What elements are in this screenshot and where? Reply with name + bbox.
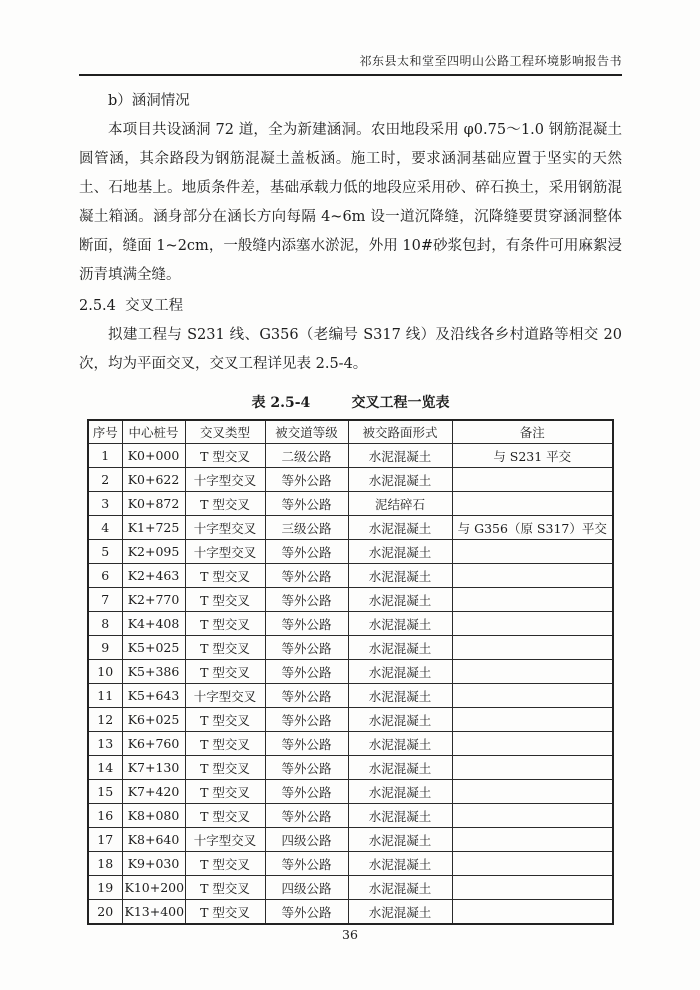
table-cell: 水泥混凝土 [348, 636, 452, 660]
table-cell [452, 804, 613, 828]
table-caption [79, 392, 622, 412]
table-header-row [88, 420, 613, 444]
table-cell: 水泥混凝土 [348, 852, 452, 876]
table-cell: 水泥混凝土 [348, 708, 452, 732]
table-cell: 水泥混凝土 [348, 828, 452, 852]
table-cell: 12 [88, 708, 122, 732]
table-cell: T 型交叉 [185, 876, 265, 900]
table-row [88, 780, 613, 804]
table-cell: 6 [88, 564, 122, 588]
table-caption-label: 表 2.5-4 [251, 395, 311, 411]
table-cell: 等外公路 [265, 564, 348, 588]
table-cell: 泥结碎石 [348, 492, 452, 516]
table-cell: 十字型交叉 [185, 828, 265, 852]
table-cell: 16 [88, 804, 122, 828]
table-cell: 9 [88, 636, 122, 660]
table-row [88, 636, 613, 660]
table-cell: 十字型交叉 [185, 516, 265, 540]
table-row [88, 492, 613, 516]
table-cell: K9+030 [122, 852, 185, 876]
table-cell: 等外公路 [265, 852, 348, 876]
page-content [79, 87, 622, 925]
table-cell: 四级公路 [265, 876, 348, 900]
paragraph-intersections: 拟建工程与 S231 线、G356（老编号 S317 线）及沿线各乡村道路等相交 20 次，均为平面交叉，交叉工程详见表 2.5-4。 [79, 327, 622, 372]
table-cell: 二级公路 [265, 444, 348, 468]
table-row [88, 564, 613, 588]
table-cell: K4+408 [122, 612, 185, 636]
table-cell [452, 852, 613, 876]
table-cell: 水泥混凝土 [348, 780, 452, 804]
table-cell [452, 636, 613, 660]
table-cell: 三级公路 [265, 516, 348, 540]
page-header [79, 52, 622, 76]
table-cell: 水泥混凝土 [348, 588, 452, 612]
table-cell: T 型交叉 [185, 756, 265, 780]
table-row [88, 468, 613, 492]
table-cell: 等外公路 [265, 732, 348, 756]
table-cell [452, 756, 613, 780]
table-row [88, 804, 613, 828]
section-heading-2-5-4: 2.5.4 交叉工程 [79, 298, 184, 314]
table-cell [452, 708, 613, 732]
table-cell: 水泥混凝土 [348, 468, 452, 492]
table-cell: 等外公路 [265, 756, 348, 780]
table-header-cell: 被交路面形式 [348, 420, 452, 444]
table-cell: K1+725 [122, 516, 185, 540]
table-cell [452, 468, 613, 492]
table-cell: 水泥混凝土 [348, 900, 452, 925]
table-cell: 水泥混凝土 [348, 660, 452, 684]
table-cell [452, 780, 613, 804]
table-cell: 十字型交叉 [185, 540, 265, 564]
table-row [88, 756, 613, 780]
table-cell: T 型交叉 [185, 900, 265, 925]
table-cell: K8+080 [122, 804, 185, 828]
table-cell: 等外公路 [265, 636, 348, 660]
table-header-cell: 中心桩号 [122, 420, 185, 444]
table-header-cell: 交叉类型 [185, 420, 265, 444]
table-cell: 等外公路 [265, 492, 348, 516]
table-cell: K10+200 [122, 876, 185, 900]
subheading-culvert: b）涵洞情况 [108, 93, 190, 109]
table-cell: T 型交叉 [185, 660, 265, 684]
table-row [88, 708, 613, 732]
table-cell [452, 588, 613, 612]
table-cell: 18 [88, 852, 122, 876]
table-row [88, 732, 613, 756]
table-cell: K7+130 [122, 756, 185, 780]
table-cell: K13+400 [122, 900, 185, 925]
table-row [88, 684, 613, 708]
table-row [88, 540, 613, 564]
table-cell: 4 [88, 516, 122, 540]
table-cell: 水泥混凝土 [348, 756, 452, 780]
table-cell: 等外公路 [265, 708, 348, 732]
table-cell: K6+760 [122, 732, 185, 756]
page-number: 36 [342, 927, 358, 942]
table-cell: K5+025 [122, 636, 185, 660]
table-row [88, 444, 613, 468]
table-header-cell: 序号 [88, 420, 122, 444]
table-cell: K2+095 [122, 540, 185, 564]
table-header-cell: 被交道等级 [265, 420, 348, 444]
table-cell: 11 [88, 684, 122, 708]
table-cell: 水泥混凝土 [348, 516, 452, 540]
table-cell: 等外公路 [265, 684, 348, 708]
table-cell: 水泥混凝土 [348, 876, 452, 900]
table-cell: 与 S231 平交 [452, 444, 613, 468]
table-cell: 等外公路 [265, 804, 348, 828]
table-cell: 水泥混凝土 [348, 804, 452, 828]
table-cell: 十字型交叉 [185, 684, 265, 708]
table-row [88, 900, 613, 925]
table-cell [452, 828, 613, 852]
table-cell: K5+643 [122, 684, 185, 708]
table-row [88, 612, 613, 636]
table-cell: T 型交叉 [185, 588, 265, 612]
table-cell: 等外公路 [265, 540, 348, 564]
table-cell: 十字型交叉 [185, 468, 265, 492]
table-cell: 8 [88, 612, 122, 636]
table-cell: 等外公路 [265, 468, 348, 492]
table-cell [452, 732, 613, 756]
table-cell [452, 492, 613, 516]
table-cell: T 型交叉 [185, 732, 265, 756]
table-cell: 19 [88, 876, 122, 900]
table-cell: T 型交叉 [185, 780, 265, 804]
table-cell: 10 [88, 660, 122, 684]
table-cell: 水泥混凝土 [348, 612, 452, 636]
table-row [88, 660, 613, 684]
table-cell: 1 [88, 444, 122, 468]
table-header-cell: 备注 [452, 420, 613, 444]
table-cell [452, 612, 613, 636]
paragraph-culvert: 本项目共设涵洞 72 道，全为新建涵洞。农田地段采用 φ0.75～1.0 钢筋混凝土圆管涵，其余路段为钢筋混凝土盖板涵。施工时，要求涵洞基础应置于坚实的天然土、石地基上。地质条件差，基础承载力低的地段应采用砂、碎石换土，采用钢筋混凝土箱涵。涵身部分在涵长方向每隔 4~6m 设一道沉降缝，沉降缝要贯穿涵洞整体断面，缝面 1~2cm，一般缝内添塞水淤泥，外用 10#砂浆包封，有条件可用麻絮浸沥青填满全缝。 [79, 122, 622, 283]
table-cell [452, 684, 613, 708]
table-cell: 等外公路 [265, 900, 348, 925]
table-body [88, 444, 613, 925]
table-cell: 水泥混凝土 [348, 564, 452, 588]
table-cell: K0+000 [122, 444, 185, 468]
table-cell: K8+640 [122, 828, 185, 852]
table-cell: T 型交叉 [185, 444, 265, 468]
table-cell: T 型交叉 [185, 564, 265, 588]
table-cell: T 型交叉 [185, 804, 265, 828]
table-row [88, 588, 613, 612]
table-cell: 等外公路 [265, 612, 348, 636]
table-cell [452, 540, 613, 564]
table-cell: T 型交叉 [185, 708, 265, 732]
table-cell: K6+025 [122, 708, 185, 732]
table-cell [452, 900, 613, 925]
table-row [88, 828, 613, 852]
table-row [88, 876, 613, 900]
table-cell [452, 876, 613, 900]
table-cell: K5+386 [122, 660, 185, 684]
table-cell: 水泥混凝土 [348, 444, 452, 468]
table-row [88, 516, 613, 540]
table-cell: T 型交叉 [185, 636, 265, 660]
table-cell: K0+872 [122, 492, 185, 516]
table-cell: K0+622 [122, 468, 185, 492]
table-cell: K7+420 [122, 780, 185, 804]
table-cell: 等外公路 [265, 588, 348, 612]
table-cell: K2+463 [122, 564, 185, 588]
header-title: 祁东县太和堂至四明山公路工程环境影响报告书 [359, 54, 622, 68]
table-row [88, 852, 613, 876]
table-cell: 13 [88, 732, 122, 756]
table-cell: 2 [88, 468, 122, 492]
table-cell: 15 [88, 780, 122, 804]
table-cell: T 型交叉 [185, 612, 265, 636]
table-cell: 水泥混凝土 [348, 540, 452, 564]
table-cell [452, 660, 613, 684]
table-cell: 17 [88, 828, 122, 852]
table-cell: 与 G356（原 S317）平交 [452, 516, 613, 540]
table-cell: 3 [88, 492, 122, 516]
intersections-table [87, 419, 614, 925]
table-cell: 5 [88, 540, 122, 564]
table-cell: 20 [88, 900, 122, 925]
table-cell: 水泥混凝土 [348, 684, 452, 708]
table-cell: K2+770 [122, 588, 185, 612]
table-cell: 水泥混凝土 [348, 732, 452, 756]
table-cell [452, 564, 613, 588]
table-cell: 等外公路 [265, 780, 348, 804]
table-caption-title: 交叉工程一览表 [351, 395, 450, 411]
table-cell: 四级公路 [265, 828, 348, 852]
table-cell: 7 [88, 588, 122, 612]
table-cell: 等外公路 [265, 660, 348, 684]
table-cell: T 型交叉 [185, 492, 265, 516]
table-cell: 14 [88, 756, 122, 780]
table-cell: T 型交叉 [185, 852, 265, 876]
